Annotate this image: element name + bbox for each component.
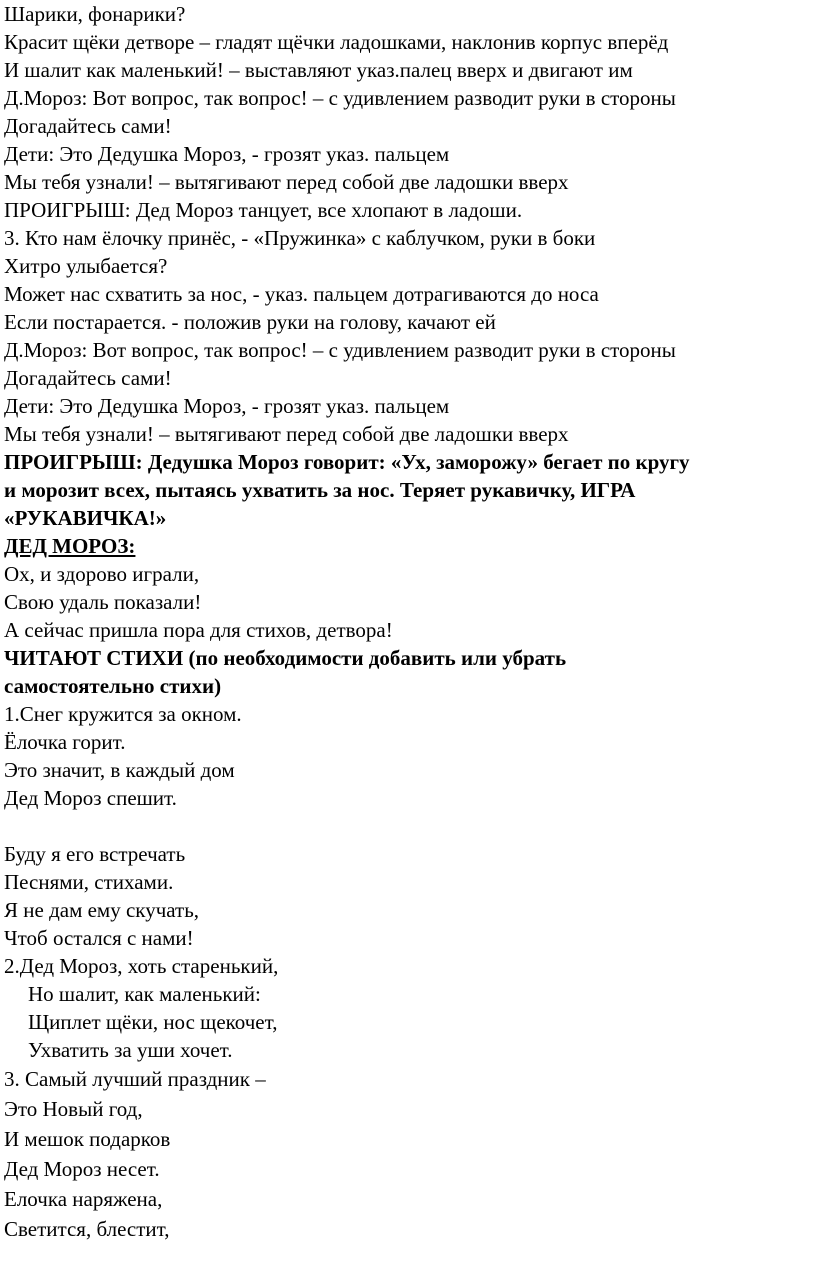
text-line: Может нас схватить за нос, - указ. пальцем дотрагиваются до носа bbox=[4, 282, 599, 306]
poem-line: Это Новый год, bbox=[4, 1097, 143, 1121]
poem-line: 2.Дед Мороз, хоть старенький, bbox=[4, 954, 279, 978]
bold-text-line: и морозит всех, пытаясь ухватить за нос. Теряет рукавичку, ИГРА bbox=[4, 478, 636, 502]
bold-text-line: «РУКАВИЧКА!» bbox=[4, 506, 167, 530]
proigrysh-bold-block bbox=[4, 448, 816, 532]
poem-line: 1.Снег кружится за окном. bbox=[4, 702, 242, 726]
text-line: Д.Мороз: Вот вопрос, так вопрос! – с удивлением разводит руки в стороны bbox=[4, 86, 676, 110]
text-line: ПРОИГРЫШ: Дед Мороз танцует, все хлопают в ладоши. bbox=[4, 198, 523, 222]
blank-line bbox=[4, 812, 816, 840]
poem-1 bbox=[4, 700, 816, 952]
ded-moroz-speech bbox=[4, 560, 816, 644]
text-line: Ох, и здорово играли, bbox=[4, 562, 200, 586]
bold-text-line: ЧИТАЮТ СТИХИ (по необходимости добавить или убрать bbox=[4, 646, 567, 670]
text-line: Шарики, фонарики? bbox=[4, 2, 186, 26]
poem-line: Светится, блестит, bbox=[4, 1217, 170, 1241]
text-line: Д.Мороз: Вот вопрос, так вопрос! – с удивлением разводит руки в стороны bbox=[4, 338, 676, 362]
text-line: Дети: Это Дедушка Мороз, - грозят указ. пальцем bbox=[4, 394, 450, 418]
text-line: Догадайтесь сами! bbox=[4, 366, 172, 390]
text-line: Хитро улыбается? bbox=[4, 254, 168, 278]
poem-line: 3. Самый лучший праздник – bbox=[4, 1067, 266, 1091]
poem-line: Ухватить за уши хочет. bbox=[28, 1038, 233, 1062]
text-line: А сейчас пришла пора для стихов, детвора! bbox=[4, 618, 393, 642]
game-instructions-block bbox=[4, 0, 816, 448]
poem-line: Я не дам ему скучать, bbox=[4, 898, 200, 922]
poem-line: Песнями, стихами. bbox=[4, 870, 174, 894]
bold-text-line: самостоятельно стихи) bbox=[4, 674, 222, 698]
text-line: Мы тебя узнали! – вытягивают перед собой две ладошки вверх bbox=[4, 422, 569, 446]
poem-line: Это значит, в каждый дом bbox=[4, 758, 235, 782]
poems-heading bbox=[4, 644, 816, 700]
text-line: 3. Кто нам ёлочку принёс, - «Пружинка» с каблучком, руки в боки bbox=[4, 226, 596, 250]
poem-line: Ёлочка горит. bbox=[4, 730, 126, 754]
text-line: Красит щёки детворе – гладят щёчки ладошками, наклонив корпус вперёд bbox=[4, 30, 669, 54]
text-line: Свою удаль показали! bbox=[4, 590, 202, 614]
poem-2 bbox=[4, 952, 816, 1064]
ded-moroz-heading: ДЕД МОРОЗ: bbox=[4, 534, 136, 558]
text-line: Догадайтесь сами! bbox=[4, 114, 172, 138]
bold-text-line: ПРОИГРЫШ: Дедушка Мороз говорит: «Ух, заморожу» бегает по кругу bbox=[4, 450, 690, 474]
poem-line: И мешок подарков bbox=[4, 1127, 171, 1151]
poem-line: Чтоб остался с нами! bbox=[4, 926, 194, 950]
poem-3 bbox=[4, 1064, 816, 1244]
text-line: И шалит как маленький! – выставляют указ.палец вверх и двигают им bbox=[4, 58, 633, 82]
text-line: Если постарается. - положив руки на голову, качают ей bbox=[4, 310, 496, 334]
text-line: Дети: Это Дедушка Мороз, - грозят указ. пальцем bbox=[4, 142, 450, 166]
poem-line: Дед Мороз несет. bbox=[4, 1157, 160, 1181]
poem-line: Дед Мороз спешит. bbox=[4, 786, 177, 810]
poem-line: Но шалит, как маленький: bbox=[28, 982, 261, 1006]
poem-line: Елочка наряжена, bbox=[4, 1187, 163, 1211]
poem-line: Щиплет щёки, нос щекочет, bbox=[28, 1010, 278, 1034]
poem-line: Буду я его встречать bbox=[4, 842, 186, 866]
text-line: Мы тебя узнали! – вытягивают перед собой две ладошки вверх bbox=[4, 170, 569, 194]
